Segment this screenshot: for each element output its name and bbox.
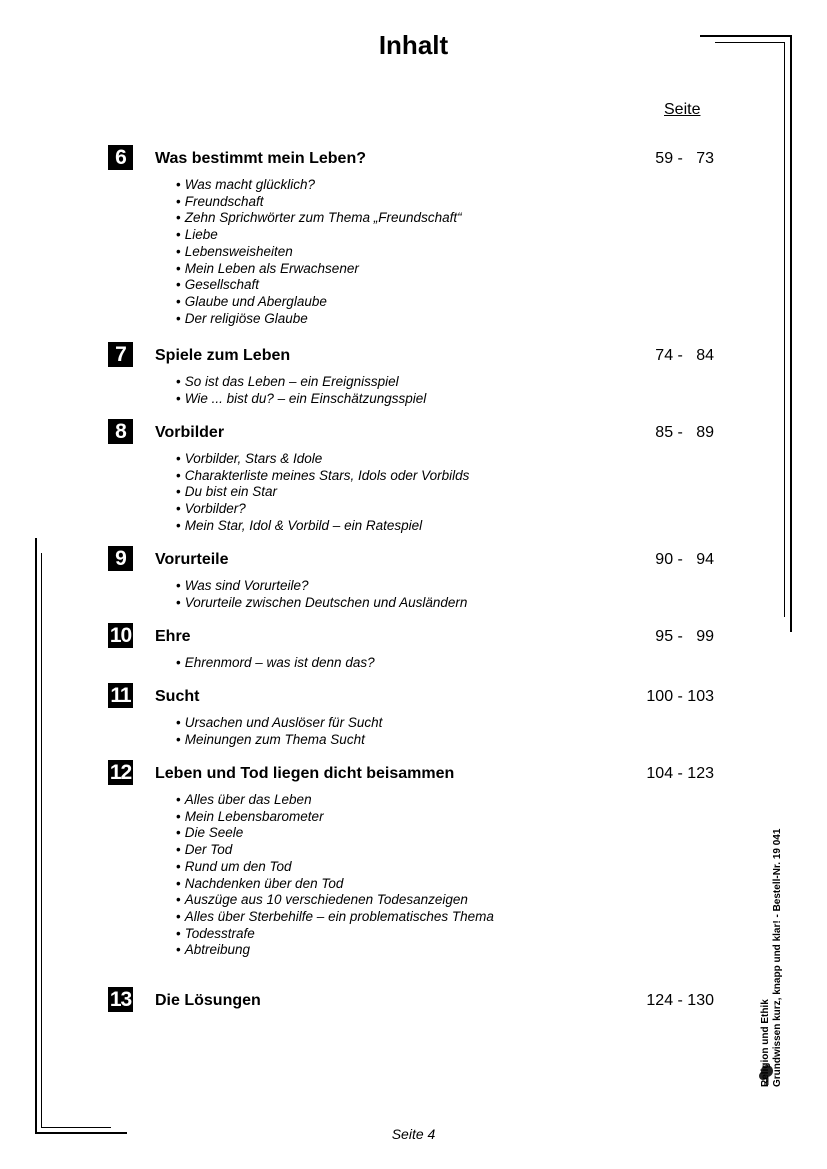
- chapter-page-range: 85 - 89: [655, 424, 714, 441]
- chapter-number: 10: [109, 624, 132, 647]
- list-item: • Du bist ein Star: [176, 484, 469, 501]
- page-column-header: Seite: [664, 101, 701, 118]
- list-item: • Ehrenmord – was ist denn das?: [176, 655, 375, 672]
- chapter-page-range: 100 - 103: [646, 688, 714, 705]
- chapter-title: Leben und Tod liegen dicht beisammen: [155, 765, 455, 782]
- list-item: • Was sind Vorurteile?: [176, 578, 467, 595]
- chapter-number: 13: [109, 988, 132, 1011]
- chapter-topic-list: [176, 177, 462, 327]
- chapter-topic-list: [176, 451, 469, 535]
- chapter-topic-list: [176, 792, 494, 959]
- chapter-number: 12: [109, 761, 132, 784]
- list-item: • Mein Leben als Erwachsener: [176, 261, 462, 278]
- chapter-page-range: 104 - 123: [646, 765, 714, 782]
- chapter-title: Spiele zum Leben: [155, 347, 291, 364]
- list-item: • Mein Lebensbarometer: [176, 809, 494, 826]
- list-item: • Die Seele: [176, 825, 494, 842]
- chapter-topic-list: [176, 715, 382, 748]
- chapter-number: 9: [108, 546, 133, 571]
- chapter-title: Vorurteile: [155, 551, 229, 568]
- chapter-number: 7: [108, 342, 133, 367]
- list-item: • Zehn Sprichwörter zum Thema „Freundschaft“: [176, 210, 462, 227]
- frame-line-left-inner: [41, 553, 42, 1127]
- frame-line-top-right: [700, 35, 792, 37]
- list-item: • Gesellschaft: [176, 277, 462, 294]
- list-item: • Freundschaft: [176, 194, 462, 211]
- chapter-page-range: 124 - 130: [646, 992, 714, 1009]
- chapter-title: Vorbilder: [155, 424, 225, 441]
- list-item: • Wie ... bist du? – ein Einschätzungsspiel: [176, 391, 426, 408]
- chapter-topic-list: [176, 578, 467, 611]
- list-item: • Nachdenken über den Tod: [176, 876, 494, 893]
- chapter-page-range: 74 - 84: [655, 347, 714, 364]
- list-item: • Glaube und Aberglaube: [176, 294, 462, 311]
- list-item: • So ist das Leben – ein Ereignisspiel: [176, 374, 426, 391]
- chapter-number: 8: [108, 419, 133, 444]
- list-item: • Vorurteile zwischen Deutschen und Ausländern: [176, 595, 467, 612]
- list-item: • Meinungen zum Thema Sucht: [176, 732, 382, 749]
- list-item: • Auszüge aus 10 verschiedenen Todesanzeigen: [176, 892, 494, 909]
- list-item: • Alles über Sterbehilfe – ein problematisches Thema: [176, 909, 494, 926]
- chapter-topic-list: [176, 374, 426, 407]
- list-item: • Vorbilder?: [176, 501, 469, 518]
- chapter-topic-list: [176, 655, 375, 672]
- sidebar-publication-info: [760, 787, 784, 1087]
- chapter-page-range: 90 - 94: [655, 551, 714, 568]
- list-item: • Abtreibung: [176, 942, 494, 959]
- list-item: • Lebensweisheiten: [176, 244, 462, 261]
- chapter-page-range: 59 - 73: [655, 150, 714, 167]
- sidebar-line-1: Religion und Ethik: [760, 999, 771, 1087]
- page-footer: Seite 4: [391, 1126, 436, 1142]
- list-item: • Was macht glücklich?: [176, 177, 462, 194]
- list-item: • Todesstrafe: [176, 926, 494, 943]
- list-item: • Mein Star, Idol & Vorbild – ein Ratespiel: [176, 518, 469, 535]
- chapter-title: Ehre: [155, 628, 191, 645]
- list-item: • Charakterliste meines Stars, Idols oder Vorbilds: [176, 468, 469, 485]
- sidebar-line-2: Grundwissen kurz, knapp und klar! - Bestell-Nr. 19 041: [772, 828, 783, 1087]
- frame-line-top-right-inner: [715, 42, 785, 43]
- chapter-title: Was bestimmt mein Leben?: [155, 150, 366, 167]
- list-item: • Der Tod: [176, 842, 494, 859]
- frame-line-left: [35, 538, 37, 1134]
- list-item: • Alles über das Leben: [176, 792, 494, 809]
- list-item: • Der religiöse Glaube: [176, 311, 462, 328]
- list-item: • Ursachen und Auslöser für Sucht: [176, 715, 382, 732]
- list-item: • Liebe: [176, 227, 462, 244]
- chapter-title: Sucht: [155, 688, 200, 705]
- chapter-number: 11: [108, 683, 133, 708]
- list-item: • Vorbilder, Stars & Idole: [176, 451, 469, 468]
- chapter-page-range: 95 - 99: [655, 628, 714, 645]
- frame-line-right-inner: [784, 42, 785, 617]
- chapter-number: 6: [108, 145, 133, 170]
- list-item: • Rund um den Tod: [176, 859, 494, 876]
- page-title: Inhalt: [378, 30, 449, 60]
- chapter-title: Die Lösungen: [155, 992, 261, 1009]
- frame-line-right: [790, 35, 792, 632]
